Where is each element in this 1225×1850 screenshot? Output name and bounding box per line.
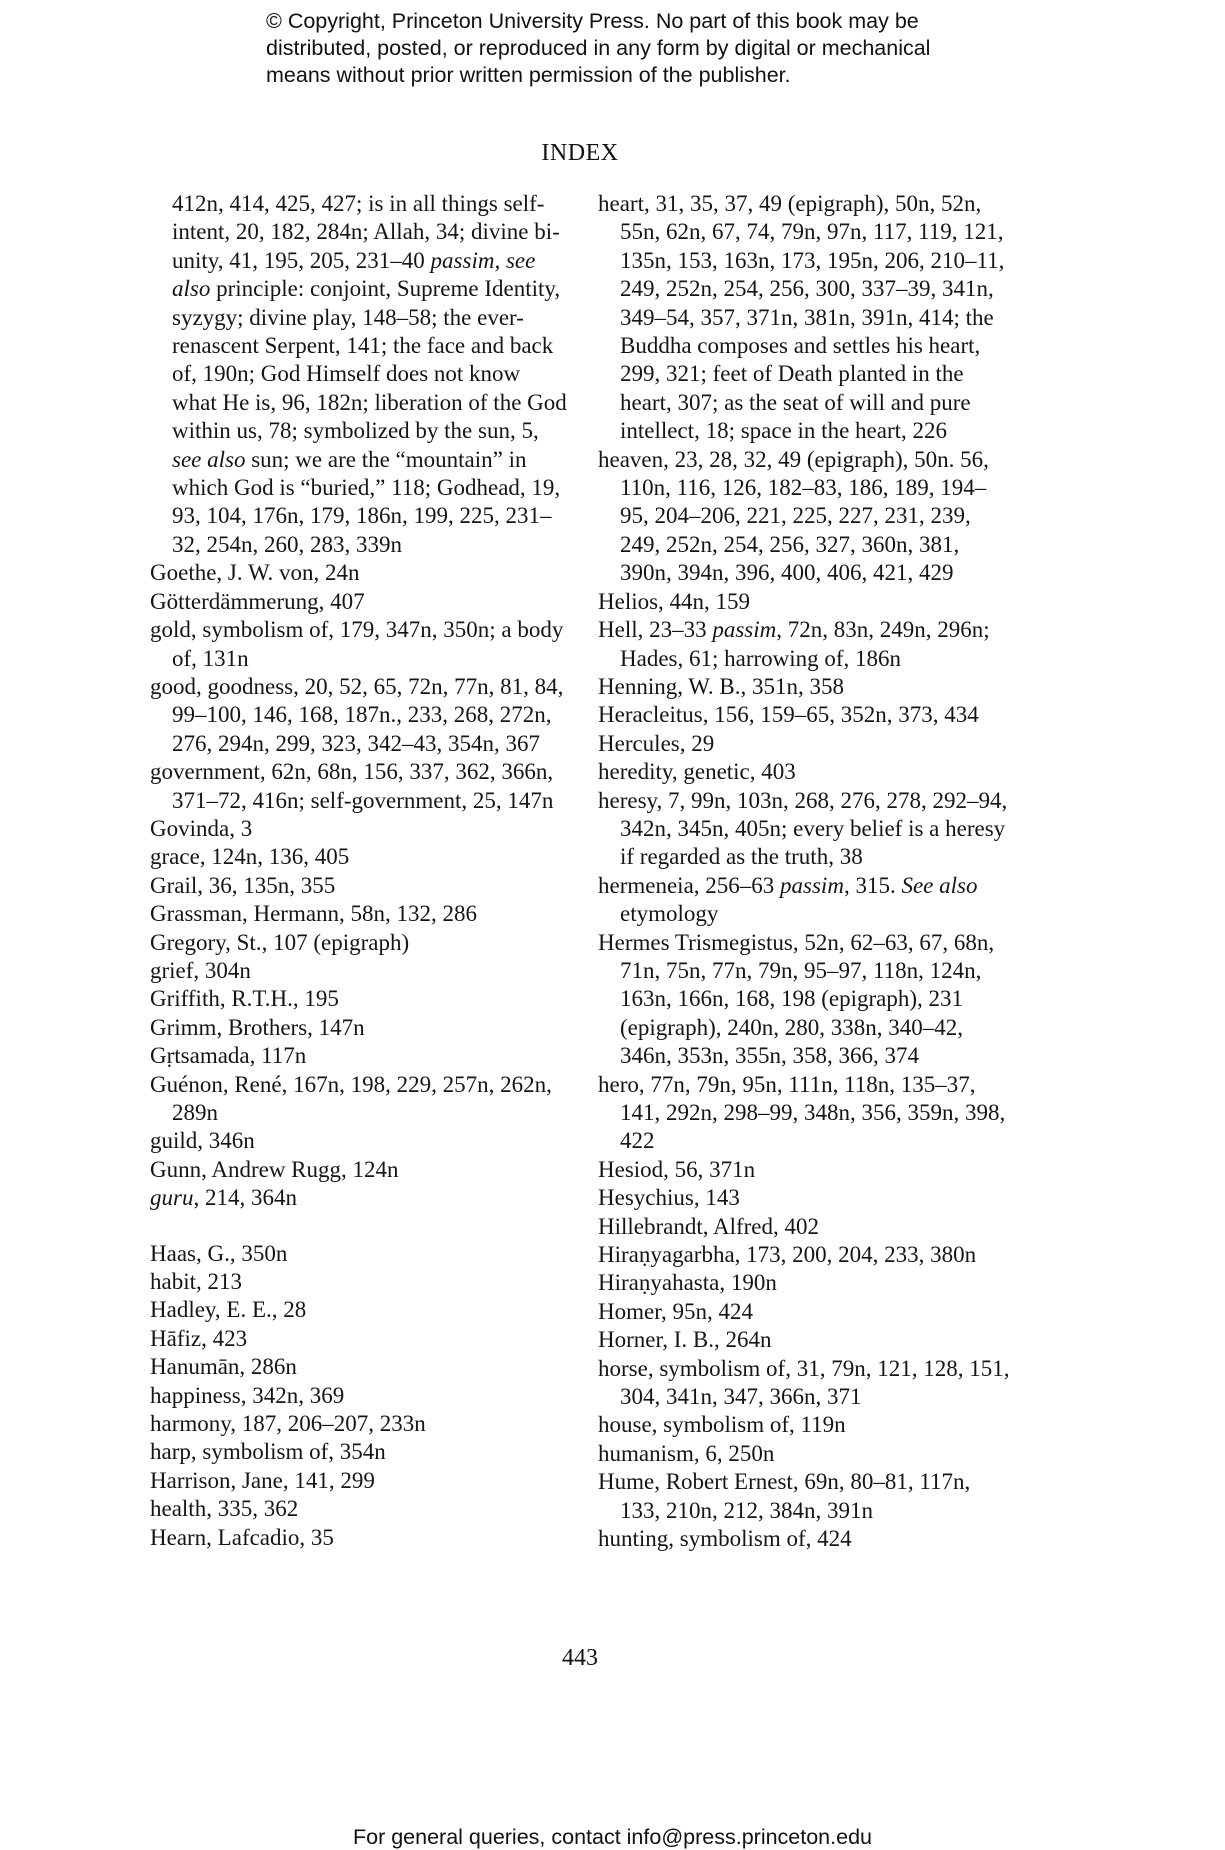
index-entry: humanism, 6, 250n <box>598 1440 775 1466</box>
index-entry: guild, 346n <box>150 1128 255 1154</box>
entry-text: , 214, 364n <box>193 1185 297 1211</box>
entry-italic-text: See also <box>901 872 978 898</box>
index-entry: Hermes Trismegistus, 52n, 62–63, 67, 68n, 71n, 75n, 77n, 79n, 95–97, 118n, 124n, 163n, 166n, 168, 198 (epigraph), 231 (epigraph), 240n, 280, 338n, 340–42, 346n, 353n, 355n, 358, 366, 374 <box>598 929 995 1069</box>
index-entry: government, 62n, 68n, 156, 337, 362, 366n, 371–72, 416n; self-government, 25, 147n <box>150 759 554 813</box>
index-entry: gold, symbolism of, 179, 347n, 350n; a body of, 131n <box>150 617 564 671</box>
copyright-line: means without prior written permission of the publisher. <box>266 63 791 87</box>
index-entry-helios: Helios, 44n, 159 <box>598 588 751 614</box>
index-entry-guru <box>150 1184 570 1212</box>
index-entry: health, 335, 362 <box>150 1496 299 1522</box>
index-column-right <box>598 190 1013 1554</box>
entry-italic-text: guru <box>150 1185 194 1211</box>
entry-text: 412n, 414, 425, 427; is in all things self-intent, 20, 182, 284n; Allah, 34; divine bi-unity, 41, 195, 205, 231–40 <box>172 191 560 273</box>
index-entry: house, symbolism of, 119n <box>598 1412 846 1438</box>
index-entry: heresy, 7, 99n, 103n, 268, 276, 278, 292–94, 342n, 345n, 405n; every belief is a heresy if regarded as the truth, 38 <box>598 787 1008 870</box>
index-column-left <box>150 190 570 1552</box>
index-entry: Harrison, Jane, 141, 299 <box>150 1467 375 1493</box>
index-entry: Gṛtsamada, 117n <box>150 1043 307 1069</box>
index-entry: Heracleitus, 156, 159–65, 352n, 373, 434 <box>598 702 979 728</box>
index-entry: Hearn, Lafcadio, 35 <box>150 1524 334 1550</box>
index-entry: Hercules, 29 <box>598 730 715 756</box>
index-entry: Hume, Robert Ernest, 69n, 80–81, 117n, 133, 210n, 212, 384n, 391n <box>598 1469 971 1523</box>
entry-italic-text: see also <box>172 446 246 472</box>
index-entry: good, goodness, 20, 52, 65, 72n, 77n, 81, 84, 99–100, 146, 168, 187n., 233, 268, 272n, 276, 294n, 299, 323, 342–43, 354n, 367 <box>150 673 564 756</box>
index-entry: grace, 124n, 136, 405 <box>150 844 350 870</box>
index-entry: habit, 213 <box>150 1269 242 1295</box>
index-entry: Grimm, Brothers, 147n <box>150 1014 365 1040</box>
index-entry: Govinda, 3 <box>150 815 253 841</box>
index-entry: Horner, I. B., 264n <box>598 1327 772 1353</box>
entry-text: sun; we are the “mountain” in which God is “buried,” 118; Godhead, 19, 93, 104, 176n, 179, 186n, 199, 225, 231–32, 254n, 260, 283, 339n <box>172 446 561 557</box>
entry-text: principle: conjoint, Supreme Identity, syzygy; divine play, 148–58; the ever-renascent Serpent, 141; the face and back of, 190n; God Himself does not know what He is, 96, 182n; liberation of the God within us, 78; symbolized by the sun, 5, <box>172 276 567 444</box>
index-entry: hero, 77n, 79n, 95n, 111n, 118n, 135–37, 141, 292n, 298–99, 348n, 356, 359n, 398, 422 <box>598 1071 1006 1154</box>
index-entry: Grassman, Hermann, 58n, 132, 286 <box>150 901 478 927</box>
index-heading: INDEX <box>541 140 619 166</box>
index-entry: Guénon, René, 167n, 198, 229, 257n, 262n, 289n <box>150 1071 552 1125</box>
index-entry: Hiraṇyagarbha, 173, 200, 204, 233, 380n <box>598 1242 977 1268</box>
index-entry: Hadley, E. E., 28 <box>150 1297 307 1323</box>
copyright-notice <box>266 8 1026 89</box>
index-entry: Haas, G., 350n <box>150 1240 288 1266</box>
index-entry: Hiraṇyahasta, 190n <box>598 1270 777 1296</box>
entry-text: Hell, 23–33 <box>598 617 713 643</box>
entry-italic-text: passim, see also <box>172 247 536 302</box>
entry-text: , 315. <box>843 872 902 898</box>
index-entry-heaven: heaven, 23, 28, 32, 49 (epigraph), 50n. 56, 110n, 116, 126, 182–83, 186, 189, 194–95, 204–206, 221, 225, 227, 231, 239, 249, 252n, 254, 256, 327, 360n, 381, 390n, 394n, 396, 400, 406, 421, 429 <box>598 446 989 586</box>
copyright-line: distributed, posted, or reproduced in any form by digital or mechanical <box>266 36 931 60</box>
index-entry: heredity, genetic, 403 <box>598 759 796 785</box>
index-entry: Götterdämmerung, 407 <box>150 588 365 614</box>
entry-italic-text: passim <box>780 872 844 898</box>
index-entry: grief, 304n <box>150 957 251 983</box>
index-entry: Hesiod, 56, 371n <box>598 1156 756 1182</box>
index-entry: Henning, W. B., 351n, 358 <box>598 673 844 699</box>
index-entry: Gunn, Andrew Rugg, 124n <box>150 1156 399 1182</box>
index-entry: Hāfiz, 423 <box>150 1325 248 1351</box>
index-entry: Homer, 95n, 424 <box>598 1298 753 1324</box>
index-entry: hunting, symbolism of, 424 <box>598 1526 852 1552</box>
index-entry-continuation <box>150 190 570 559</box>
footer-contact: For general queries, contact info@press.princeton.edu <box>352 1825 872 1849</box>
entry-italic-text: passim <box>712 617 777 643</box>
index-entry: Gregory, St., 107 (epigraph) <box>150 929 410 955</box>
index-entry: harmony, 187, 206–207, 233n <box>150 1411 426 1437</box>
index-entry: Hanumān, 286n <box>150 1354 297 1380</box>
entry-text: , 72n, 83n, 249n, 296n; Hades, 61; harrowing of, 186n <box>620 617 990 671</box>
entry-text: hermeneia, 256–63 <box>598 872 781 898</box>
index-entry: Goethe, J. W. von, 24n <box>150 560 360 586</box>
index-entry: Hesychius, 143 <box>598 1185 740 1211</box>
index-entry: happiness, 342n, 369 <box>150 1382 345 1408</box>
index-entry: horse, symbolism of, 31, 79n, 121, 128, 151, 304, 341n, 347, 366n, 371 <box>598 1355 1010 1410</box>
index-entry-hermeneia <box>598 872 1013 929</box>
copyright-line: © Copyright, Princeton University Press. No part of this book may be <box>266 9 919 33</box>
index-entry: Grail, 36, 135n, 355 <box>150 872 336 898</box>
index-entry-heart: heart, 31, 35, 37, 49 (epigraph), 50n, 52n, 55n, 62n, 67, 74, 79n, 97n, 117, 119, 121, 135n, 153, 163n, 173, 195n, 206, 210–11, 249, 252n, 254, 256, 300, 337–39, 341n, 349–54, 357, 371n, 381n, 391n, 414; the Buddha composes and settles his heart, 299, 321; feet of Death planted in the heart, 307; as the seat of will and pure intellect, 18; space in the heart, 226 <box>598 191 1005 444</box>
index-entry-hell <box>598 616 1013 673</box>
index-entry: Hillebrandt, Alfred, 402 <box>598 1213 820 1239</box>
index-entry: harp, symbolism of, 354n <box>150 1439 386 1465</box>
index-entry: Griffith, R.T.H., 195 <box>150 986 339 1012</box>
entry-text: etymology <box>620 901 719 927</box>
page-number: 443 <box>562 1645 598 1671</box>
